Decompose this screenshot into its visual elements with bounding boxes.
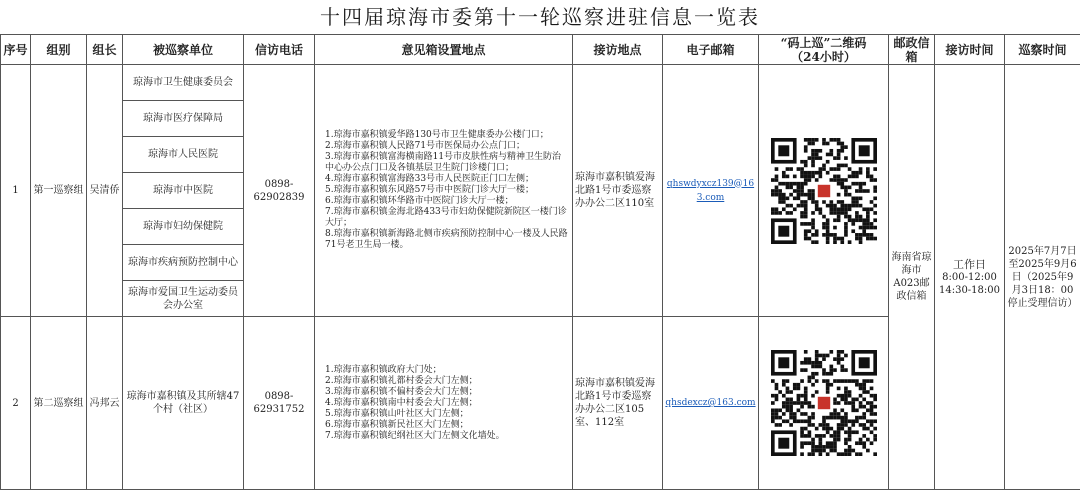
row-email-cell (663, 65, 759, 317)
box-item: 6.琼海市嘉积镇环华路市中医院门诊大厅一楼； (325, 196, 568, 207)
header-row (1, 35, 1080, 65)
header-phone: 信访电话 (244, 35, 315, 65)
header-post: 邮政信箱 (889, 35, 935, 65)
box-item: 4.琼海市嘉积镇富海路33号市人民医院正门口左侧； (325, 174, 568, 185)
box-item: 7.琼海市嘉积镇纪纲社区大门左侧文化墙处。 (325, 431, 568, 442)
row-leader: 冯邦云 (87, 317, 123, 490)
row-site: 琼海市嘉积镇爱海北路1号市委巡察办办公二区110室 (573, 65, 663, 317)
box-item: 5.琼海市嘉积镇山叶社区大门左侧； (325, 409, 568, 420)
box-item: 8.琼海市嘉积镇新海路北侧市疾病预防控制中心一楼及人民路71号老卫生局一楼。 (325, 229, 568, 251)
visit-time-line: 工作日 (937, 258, 1002, 271)
row-site: 琼海市嘉积镇爱海北路1号市委巡察办办公二区105室、112室 (573, 317, 663, 490)
box-item: 2.琼海市嘉积镇礼都村委会大门左侧； (325, 376, 568, 387)
page-title: 十四届琼海市委第十一轮巡察进驻信息一览表 (0, 0, 1080, 35)
header-group: 组别 (31, 35, 87, 65)
header-no: 序号 (1, 35, 31, 65)
qr-code-icon[interactable] (771, 350, 877, 456)
row-unit: 琼海市人民医院 (123, 137, 244, 173)
row-box-list (315, 65, 573, 317)
header-email: 电子邮箱 (663, 35, 759, 65)
box-item: 1.琼海市嘉积镇政府大门处； (325, 365, 568, 376)
email-link[interactable]: qhsdexcz@163.com (665, 398, 755, 408)
row-phone: 0898-62931752 (244, 317, 315, 490)
row-box-list (315, 317, 573, 490)
qr-code-icon[interactable] (771, 138, 877, 244)
box-item: 4.琼海市嘉积镇南中村委会大门左侧； (325, 398, 568, 409)
row-email-cell (663, 317, 759, 490)
box-item: 7.琼海市嘉积镇金海北路433号市妇幼保健院新院区一楼门诊大厅； (325, 207, 568, 229)
header-box: 意见箱设置地点 (315, 35, 573, 65)
row-unit: 琼海市卫生健康委员会 (123, 65, 244, 101)
box-item: 3.琼海市嘉积镇不偏村委会大门左侧； (325, 387, 568, 398)
box-item: 3.琼海市嘉积镇富海横南路11号市皮肤性病与精神卫生防治中心办公点门口及各镇基层卫生院门诊楼门口； (325, 152, 568, 174)
row-unit: 琼海市妇幼保健院 (123, 209, 244, 245)
row-unit: 琼海市嘉积镇及其所辖47个村（社区） (123, 317, 244, 490)
box-item: 5.琼海市嘉积镇东风路57号市中医院门诊大厅一楼； (325, 185, 568, 196)
row-leader: 吴清侨 (87, 65, 123, 317)
table-row (1, 65, 1080, 101)
row-group: 第一巡察组 (31, 65, 87, 317)
box-item: 2.琼海市嘉积镇人民路71号市医保局办公点门口； (325, 141, 568, 152)
header-period: 巡察时间 (1005, 35, 1080, 65)
inspection-table (0, 34, 1080, 490)
header-unit: 被巡察单位 (123, 35, 244, 65)
header-leader: 组长 (87, 35, 123, 65)
header-time: 接访时间 (935, 35, 1005, 65)
row-unit: 琼海市医疗保障局 (123, 101, 244, 137)
visit-time-line: 14:30-18:00 (937, 284, 1002, 297)
period-cell: 2025年7月7日至2025年9月6日（2025年9月3日18：00停止受理信访） (1005, 65, 1080, 490)
visit-time-cell (935, 65, 1005, 490)
visit-time-line: 8:00-12:00 (937, 271, 1002, 284)
row-unit: 琼海市疾病预防控制中心 (123, 245, 244, 281)
header-qr: “码上巡”二维码（24小时） (759, 35, 889, 65)
post-box-cell: 海南省琼海市A023邮政信箱 (889, 65, 935, 490)
row-phone: 0898-62902839 (244, 65, 315, 317)
box-item: 1.琼海市嘉积镇爱华路130号市卫生健康委办公楼门口； (325, 130, 568, 141)
box-item: 6.琼海市嘉积镇新民社区大门左侧； (325, 420, 568, 431)
row-no: 1 (1, 65, 31, 317)
email-link[interactable]: qhswdyxcz139@163.com (667, 179, 754, 203)
row-unit: 琼海市中医院 (123, 173, 244, 209)
header-site: 接访地点 (573, 35, 663, 65)
row-no: 2 (1, 317, 31, 490)
row-qr-cell (759, 65, 889, 317)
row-unit: 琼海市爱国卫生运动委员会办公室 (123, 281, 244, 317)
row-qr-cell (759, 317, 889, 490)
row-group: 第二巡察组 (31, 317, 87, 490)
